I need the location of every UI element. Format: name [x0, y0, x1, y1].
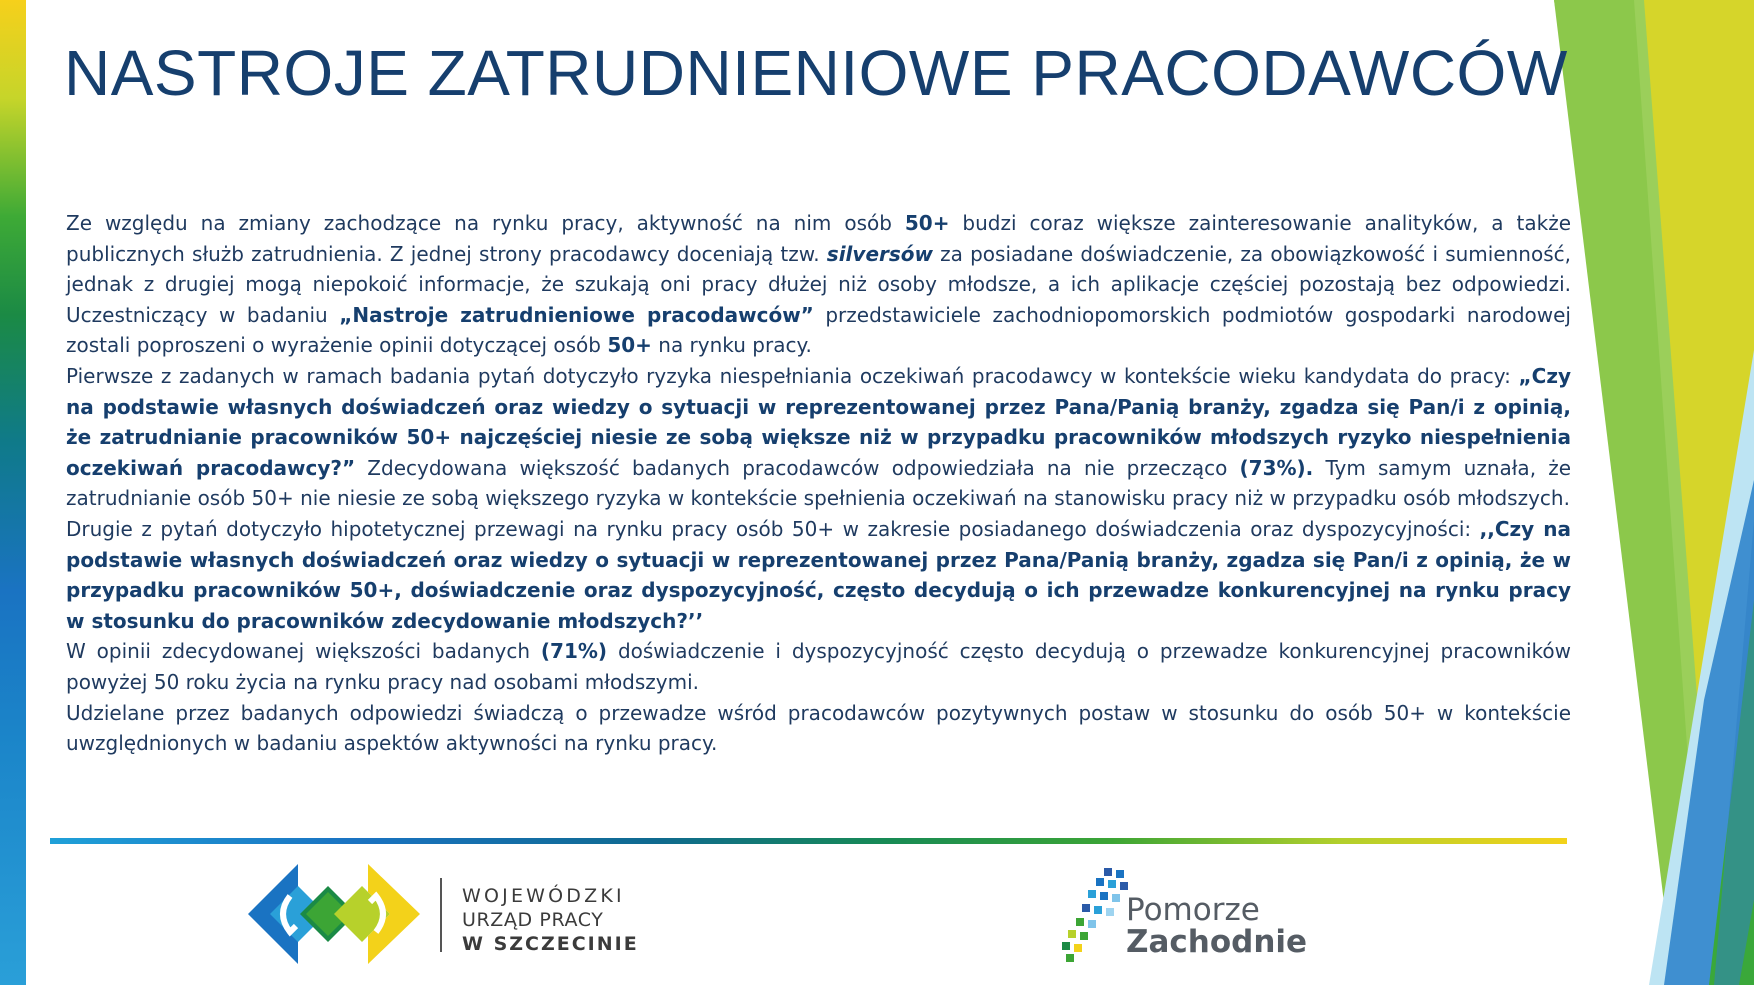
text-run: Pierwsze z zadanych w ramach badania pytań dotyczyło ryzyka niespełniania oczekiwań pracodawcy w kontekście wieku kandydata do pracy:	[66, 363, 1519, 388]
wup-line-2: URZĄD PRACY	[462, 909, 604, 931]
wup-line-3: W SZCZECINIE	[462, 933, 639, 955]
paragraph-3	[66, 514, 1571, 636]
right-decorative-triangles	[1554, 0, 1754, 985]
text-run: Tym samym uznała, że zatrudnianie osób 50+ nie niesie ze sobą większego ryzyka w kontekście spełnienia oczekiwań na stanowisku pracy niż w przypadku osób młodszych.	[66, 455, 1572, 511]
bold-run: (73%).	[1239, 455, 1314, 480]
paragraph-1	[66, 208, 1571, 361]
pz-line-1: Pomorze	[1126, 892, 1260, 928]
pomorze-zachodnie-logo-text	[1126, 894, 1307, 958]
body-text	[66, 208, 1571, 759]
text-run: Zdecydowana większość badanych pracodawców odpowiedziała na nie przecząco	[355, 455, 1240, 480]
bold-run: 50+	[607, 333, 652, 358]
bold-run: „Czy na podstawie własnych doświadczeń oraz wiedzy o sytuacji w reprezentowanej przez Pana/Panią branży, zgadza się Pan/i z opinią, że zatrudnianie pracowników 50+ najczęściej niesie ze sobą większe niż w przypadku pracowników młodszych ryzyko niespełnienia oczekiwań pracodawcy?”	[66, 363, 1571, 480]
bold-run: ,,Czy na podstawie własnych doświadczeń oraz wiedzy o sytuacji w reprezentowanej przez Pana/Panią branży, zgadza się Pan/i z opinią, że w przypadku pracowników 50+, doświadczenie oraz dyspozycyjność, często decydują o ich przewadze konkurencyjnej na rynku pracy w stosunku do pracowników zdecydowanie młodszych?’’	[66, 516, 1572, 633]
paragraph-5	[66, 698, 1571, 759]
text-run: na rynku pracy.	[651, 333, 812, 358]
text-run: Udzielane przez badanych odpowiedzi świadczą o przewadze wśród pracodawców pozytywnych postaw w stosunku do osób 50+ w kontekście uwzględnionych w badaniu aspektów aktywności na rynku pracy.	[66, 700, 1571, 756]
text-run: za posiadane doświadczenie, za obowiązkowość i sumienność, jednak z drugiej mogą niepokoić informacje, że szukają oni pracy dłużej niż osoby młodsze, a ich aplikacje częściej pozostają bez odpowiedzi. Uczestniczący w badaniu	[66, 241, 1571, 327]
pz-line-2: Zachodnie	[1126, 924, 1308, 960]
wup-logo-icon	[248, 862, 420, 966]
page-title: NASTROJE ZATRUDNIENIOWE PRACODAWCÓW	[64, 37, 1568, 109]
wup-line-1: WOJEWÓDZKI	[462, 885, 625, 907]
paragraph-2	[66, 361, 1571, 514]
bold-run: „Nastroje zatrudnieniowe pracodawców”	[339, 302, 814, 327]
wup-logo-text	[462, 884, 639, 956]
text-run: Ze względu na zmiany zachodzące na rynku pracy, aktywność na nim osób	[66, 211, 905, 235]
text-run: przedstawiciele zachodniopomorskich podmiotów gospodarki narodowej zostali poproszeni o wyrażenie opinii dotyczącej osób	[66, 302, 1571, 358]
text-run: W opinii zdecydowanej większości badanych	[66, 639, 541, 664]
bold-italic-run: silversów	[826, 241, 933, 266]
logo-divider	[440, 878, 442, 952]
text-run: Drugie z pytań dotyczyło hipotetycznej przewagi na rynku pracy osób 50+ w zakresie posiadanego doświadczenia oraz dyspozycyjności:	[66, 516, 1480, 541]
footer-gradient-rule	[50, 838, 1567, 844]
left-gradient-strip	[0, 0, 26, 985]
bold-run: (71%)	[540, 639, 608, 664]
text-run: budzi coraz większe zainteresowanie analityków, a także publicznych służb zatrudnienia. Z jednej strony pracodawcy doceniają tzw.	[66, 211, 1571, 266]
text-run: doświadczenie i dyspozycyjność często decydują o przewadze konkurencyjnej pracowników powyżej 50 roku życia na rynku pracy nad osobami młodszymi.	[66, 639, 1572, 694]
paragraph-4	[66, 636, 1571, 697]
bold-run: 50+	[904, 211, 950, 235]
